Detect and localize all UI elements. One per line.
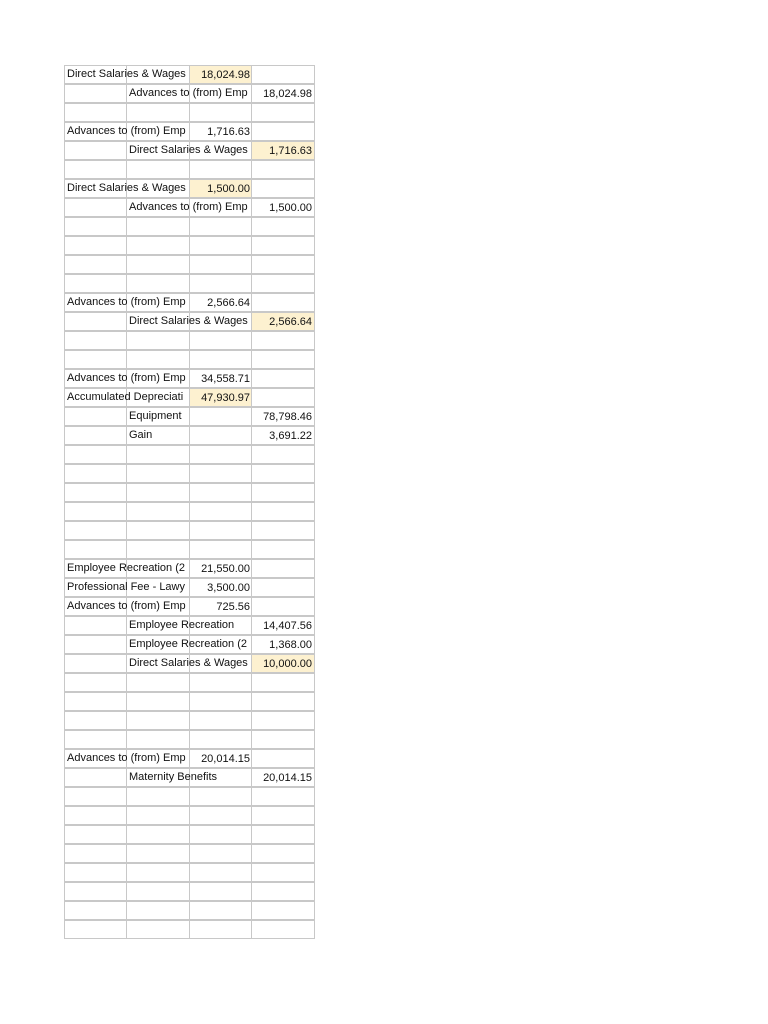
cell-col-a[interactable] (64, 806, 127, 825)
cell-col-a[interactable] (64, 369, 186, 388)
account-label: Employee Recreation (129, 619, 235, 631)
cell-col-a[interactable] (64, 502, 127, 521)
cell-col-b[interactable] (126, 673, 189, 692)
sheet-row (64, 65, 315, 84)
cell-col-b[interactable] (126, 483, 189, 502)
cell-col-c[interactable] (189, 388, 252, 407)
cell-col-c[interactable] (189, 65, 252, 84)
amount-value: 1,716.63 (207, 126, 250, 138)
cell-col-b[interactable] (126, 198, 248, 217)
cell-col-a[interactable] (64, 160, 127, 179)
sheet-row (64, 920, 315, 939)
cell-col-d[interactable] (251, 711, 315, 730)
cell-col-d[interactable] (251, 426, 315, 445)
cell-col-d[interactable] (251, 84, 315, 103)
cell-col-d[interactable] (251, 730, 315, 749)
cell-col-a[interactable] (64, 65, 186, 84)
account-label: Advances to (from) Emp (129, 87, 248, 99)
cell-col-b[interactable] (126, 654, 248, 673)
sheet-row (64, 787, 315, 806)
cell-col-a[interactable] (64, 122, 186, 141)
account-label: Advances to (from) Emp (67, 752, 186, 764)
account-label: Advances to (from) Emp (67, 372, 186, 384)
cell-col-c[interactable] (189, 464, 252, 483)
cell-col-a[interactable] (64, 882, 127, 901)
cell-col-a[interactable] (64, 597, 186, 616)
cell-col-c[interactable] (189, 350, 252, 369)
cell-col-a[interactable] (64, 141, 127, 160)
amount-value: 21,550.00 (201, 563, 250, 575)
cell-col-c[interactable] (189, 483, 252, 502)
account-label: Maternity Benefits (129, 771, 218, 783)
cell-col-c[interactable] (189, 901, 252, 920)
sheet-row (64, 825, 315, 844)
cell-col-c[interactable] (189, 863, 252, 882)
cell-col-b[interactable] (126, 768, 218, 787)
sheet-row (64, 711, 315, 730)
account-label: Equipment (129, 410, 182, 422)
cell-col-a[interactable] (64, 407, 127, 426)
cell-col-c[interactable] (189, 103, 252, 122)
sheet-row (64, 331, 315, 350)
amount-value: 1,368.00 (269, 639, 312, 651)
cell-col-d[interactable] (251, 768, 315, 787)
cell-col-c[interactable] (189, 882, 252, 901)
cell-col-a[interactable] (64, 331, 127, 350)
cell-col-b[interactable] (126, 255, 189, 274)
cell-col-d[interactable] (251, 502, 315, 521)
account-label: Professional Fee - Lawy (67, 581, 185, 593)
cell-col-a[interactable] (64, 179, 186, 198)
sheet-row (64, 749, 315, 768)
amount-value: 78,798.46 (263, 411, 312, 423)
cell-col-b[interactable] (126, 426, 189, 445)
cell-col-a[interactable] (64, 103, 127, 122)
amount-value: 725.56 (216, 601, 250, 613)
cell-col-c[interactable] (189, 920, 252, 939)
cell-col-d[interactable] (251, 369, 315, 388)
sheet-row (64, 369, 315, 388)
cell-col-d[interactable] (251, 407, 315, 426)
amount-value: 3,500.00 (207, 582, 250, 594)
cell-col-b[interactable] (126, 711, 189, 730)
sheet-row (64, 578, 315, 597)
sheet-row (64, 616, 315, 635)
sheet-row (64, 445, 315, 464)
amount-value: 2,566.64 (207, 297, 250, 309)
cell-col-c[interactable] (189, 711, 252, 730)
cell-col-a[interactable] (64, 521, 127, 540)
cell-col-a[interactable] (64, 730, 127, 749)
cell-col-d[interactable] (251, 65, 315, 84)
cell-col-d[interactable] (251, 274, 315, 293)
cell-col-b[interactable] (126, 901, 189, 920)
cell-col-b[interactable] (126, 407, 189, 426)
cell-col-d[interactable] (251, 217, 315, 236)
cell-col-d[interactable] (251, 825, 315, 844)
cell-col-c[interactable] (189, 217, 252, 236)
amount-value: 20,014.15 (263, 772, 312, 784)
cell-col-d[interactable] (251, 901, 315, 920)
cell-col-b[interactable] (126, 274, 189, 293)
sheet-row (64, 160, 315, 179)
cell-col-a[interactable] (64, 464, 127, 483)
account-label: Direct Salaries & Wages (129, 144, 248, 156)
cell-col-d[interactable] (251, 635, 315, 654)
account-label: Advances to (from) Emp (67, 600, 186, 612)
cell-col-d[interactable] (251, 654, 315, 673)
cell-col-d[interactable] (251, 863, 315, 882)
sheet-row (64, 597, 315, 616)
cell-col-a[interactable] (64, 483, 127, 502)
sheet-row (64, 407, 315, 426)
sheet-row (64, 768, 315, 787)
cell-col-a[interactable] (64, 920, 127, 939)
sheet-row (64, 863, 315, 882)
cell-col-a[interactable] (64, 236, 127, 255)
sheet-row (64, 730, 315, 749)
cell-col-c[interactable] (189, 445, 252, 464)
cell-col-c[interactable] (189, 787, 252, 806)
sheet-row (64, 236, 315, 255)
cell-col-a[interactable] (64, 312, 127, 331)
cell-col-a[interactable] (64, 350, 127, 369)
sheet-row (64, 84, 315, 103)
cell-col-c[interactable] (189, 540, 252, 559)
cell-col-c[interactable] (189, 274, 252, 293)
cell-col-c[interactable] (189, 578, 252, 597)
cell-col-d[interactable] (251, 559, 315, 578)
cell-col-d[interactable] (251, 616, 315, 635)
amount-value: 34,558.71 (201, 373, 250, 385)
amount-value: 14,407.56 (263, 620, 312, 632)
cell-col-c[interactable] (189, 331, 252, 350)
amount-value: 20,014.15 (201, 753, 250, 765)
cell-col-d[interactable] (251, 350, 315, 369)
cell-col-b[interactable] (126, 217, 189, 236)
cell-col-a[interactable] (64, 616, 127, 635)
cell-col-c[interactable] (189, 730, 252, 749)
cell-col-a[interactable] (64, 863, 127, 882)
cell-col-d[interactable] (251, 464, 315, 483)
cell-col-c[interactable] (189, 825, 252, 844)
sheet-row (64, 464, 315, 483)
cell-col-d[interactable] (251, 255, 315, 274)
amount-value: 1,500.00 (269, 202, 312, 214)
cell-col-a[interactable] (64, 445, 127, 464)
cell-col-b[interactable] (126, 844, 189, 863)
cell-col-d[interactable] (251, 882, 315, 901)
cell-col-c[interactable] (189, 844, 252, 863)
cell-col-a[interactable] (64, 825, 127, 844)
sheet-row (64, 844, 315, 863)
sheet-row (64, 103, 315, 122)
sheet-row (64, 350, 315, 369)
cell-col-b[interactable] (126, 103, 189, 122)
cell-col-a[interactable] (64, 635, 127, 654)
sheet-row (64, 635, 315, 654)
sheet-row (64, 901, 315, 920)
sheet-row (64, 122, 315, 141)
cell-col-d[interactable] (251, 540, 315, 559)
cell-col-b[interactable] (126, 635, 248, 654)
cell-col-b[interactable] (126, 160, 189, 179)
amount-value: 18,024.98 (201, 69, 250, 81)
cell-col-d[interactable] (251, 806, 315, 825)
cell-col-d[interactable] (251, 673, 315, 692)
cell-col-a[interactable] (64, 768, 127, 787)
cell-col-d[interactable] (251, 293, 315, 312)
cell-col-b[interactable] (126, 616, 235, 635)
cell-col-c[interactable] (189, 749, 252, 768)
account-label: Advances to (from) Emp (67, 296, 186, 308)
cell-col-c[interactable] (189, 293, 252, 312)
cell-col-c[interactable] (189, 559, 252, 578)
amount-value: 3,691.22 (269, 430, 312, 442)
cell-col-d[interactable] (251, 844, 315, 863)
account-label: Accumulated Depreciati (67, 391, 184, 403)
sheet-row (64, 559, 315, 578)
cell-col-b[interactable] (126, 540, 189, 559)
cell-col-a[interactable] (64, 217, 127, 236)
cell-col-d[interactable] (251, 920, 315, 939)
cell-col-b[interactable] (126, 730, 189, 749)
amount-value: 1,500.00 (207, 183, 250, 195)
cell-col-a[interactable] (64, 844, 127, 863)
cell-col-d[interactable] (251, 749, 315, 768)
cell-col-a[interactable] (64, 84, 127, 103)
cell-col-b[interactable] (126, 445, 189, 464)
cell-col-c[interactable] (189, 692, 252, 711)
cell-col-b[interactable] (126, 502, 189, 521)
cell-col-d[interactable] (251, 122, 315, 141)
account-label: Gain (129, 429, 153, 441)
cell-col-c[interactable] (189, 673, 252, 692)
cell-col-b[interactable] (126, 863, 189, 882)
cell-col-d[interactable] (251, 160, 315, 179)
account-label: Employee Recreation (2 (129, 638, 248, 650)
cell-col-a[interactable] (64, 293, 186, 312)
cell-col-a[interactable] (64, 673, 127, 692)
cell-col-d[interactable] (251, 483, 315, 502)
cell-col-c[interactable] (189, 179, 252, 198)
cell-col-a[interactable] (64, 274, 127, 293)
sheet-row (64, 502, 315, 521)
account-label: Advances to (from) Emp (67, 125, 186, 137)
cell-col-a[interactable] (64, 787, 127, 806)
cell-col-a[interactable] (64, 578, 185, 597)
cell-col-b[interactable] (126, 521, 189, 540)
cell-col-b[interactable] (126, 787, 189, 806)
account-label: Direct Salaries & Wages (67, 182, 186, 194)
cell-col-b[interactable] (126, 312, 248, 331)
sheet-row (64, 217, 315, 236)
sheet-row (64, 255, 315, 274)
sheet-row (64, 540, 315, 559)
cell-col-c[interactable] (189, 521, 252, 540)
cell-col-b[interactable] (126, 236, 189, 255)
cell-col-d[interactable] (251, 597, 315, 616)
account-label: Direct Salaries & Wages (129, 657, 248, 669)
sheet-row (64, 293, 315, 312)
sheet-row (64, 274, 315, 293)
cell-col-c[interactable] (189, 806, 252, 825)
cell-col-a[interactable] (64, 388, 184, 407)
sheet-row (64, 692, 315, 711)
cell-col-b[interactable] (126, 84, 248, 103)
sheet-row (64, 483, 315, 502)
cell-col-b[interactable] (126, 882, 189, 901)
account-label: Direct Salaries & Wages (67, 68, 186, 80)
cell-col-d[interactable] (251, 521, 315, 540)
cell-col-b[interactable] (126, 692, 189, 711)
amount-value: 1,716.63 (269, 145, 312, 157)
sheet-row (64, 312, 315, 331)
sheet-row (64, 179, 315, 198)
cell-col-a[interactable] (64, 559, 186, 578)
cell-col-d[interactable] (251, 236, 315, 255)
cell-col-d[interactable] (251, 103, 315, 122)
amount-value: 10,000.00 (263, 658, 312, 670)
account-label: Advances to (from) Emp (129, 201, 248, 213)
cell-col-d[interactable] (251, 578, 315, 597)
cell-col-c[interactable] (189, 369, 252, 388)
cell-col-d[interactable] (251, 692, 315, 711)
cell-col-a[interactable] (64, 749, 186, 768)
cell-col-d[interactable] (251, 445, 315, 464)
sheet-row (64, 654, 315, 673)
amount-value: 2,566.64 (269, 316, 312, 328)
cell-col-d[interactable] (251, 388, 315, 407)
sheet-row (64, 141, 315, 160)
cell-col-c[interactable] (189, 502, 252, 521)
account-label: Direct Salaries & Wages (129, 315, 248, 327)
cell-col-a[interactable] (64, 654, 127, 673)
ledger-sheet (64, 65, 315, 939)
cell-col-b[interactable] (126, 331, 189, 350)
cell-col-b[interactable] (126, 141, 248, 160)
cell-col-c[interactable] (189, 160, 252, 179)
cell-col-d[interactable] (251, 179, 315, 198)
cell-col-d[interactable] (251, 331, 315, 350)
sheet-row (64, 673, 315, 692)
amount-value: 47,930.97 (201, 392, 250, 404)
cell-col-d[interactable] (251, 141, 315, 160)
cell-col-a[interactable] (64, 198, 127, 217)
cell-col-b[interactable] (126, 350, 189, 369)
amount-value: 18,024.98 (263, 88, 312, 100)
cell-col-c[interactable] (189, 597, 252, 616)
cell-col-a[interactable] (64, 901, 127, 920)
cell-col-d[interactable] (251, 312, 315, 331)
cell-col-d[interactable] (251, 198, 315, 217)
cell-col-a[interactable] (64, 692, 127, 711)
cell-col-c[interactable] (189, 236, 252, 255)
cell-col-b[interactable] (126, 806, 189, 825)
cell-col-c[interactable] (189, 122, 252, 141)
sheet-row (64, 806, 315, 825)
sheet-row (64, 198, 315, 217)
account-label: Employee Recreation (2 (67, 562, 186, 574)
sheet-row (64, 882, 315, 901)
cell-col-a[interactable] (64, 426, 127, 445)
cell-col-a[interactable] (64, 255, 127, 274)
cell-col-a[interactable] (64, 711, 127, 730)
cell-col-b[interactable] (126, 920, 189, 939)
sheet-row (64, 521, 315, 540)
sheet-row (64, 426, 315, 445)
sheet-row (64, 388, 315, 407)
cell-col-b[interactable] (126, 825, 189, 844)
cell-col-a[interactable] (64, 540, 127, 559)
cell-col-d[interactable] (251, 787, 315, 806)
cell-col-b[interactable] (126, 464, 189, 483)
cell-col-c[interactable] (189, 255, 252, 274)
